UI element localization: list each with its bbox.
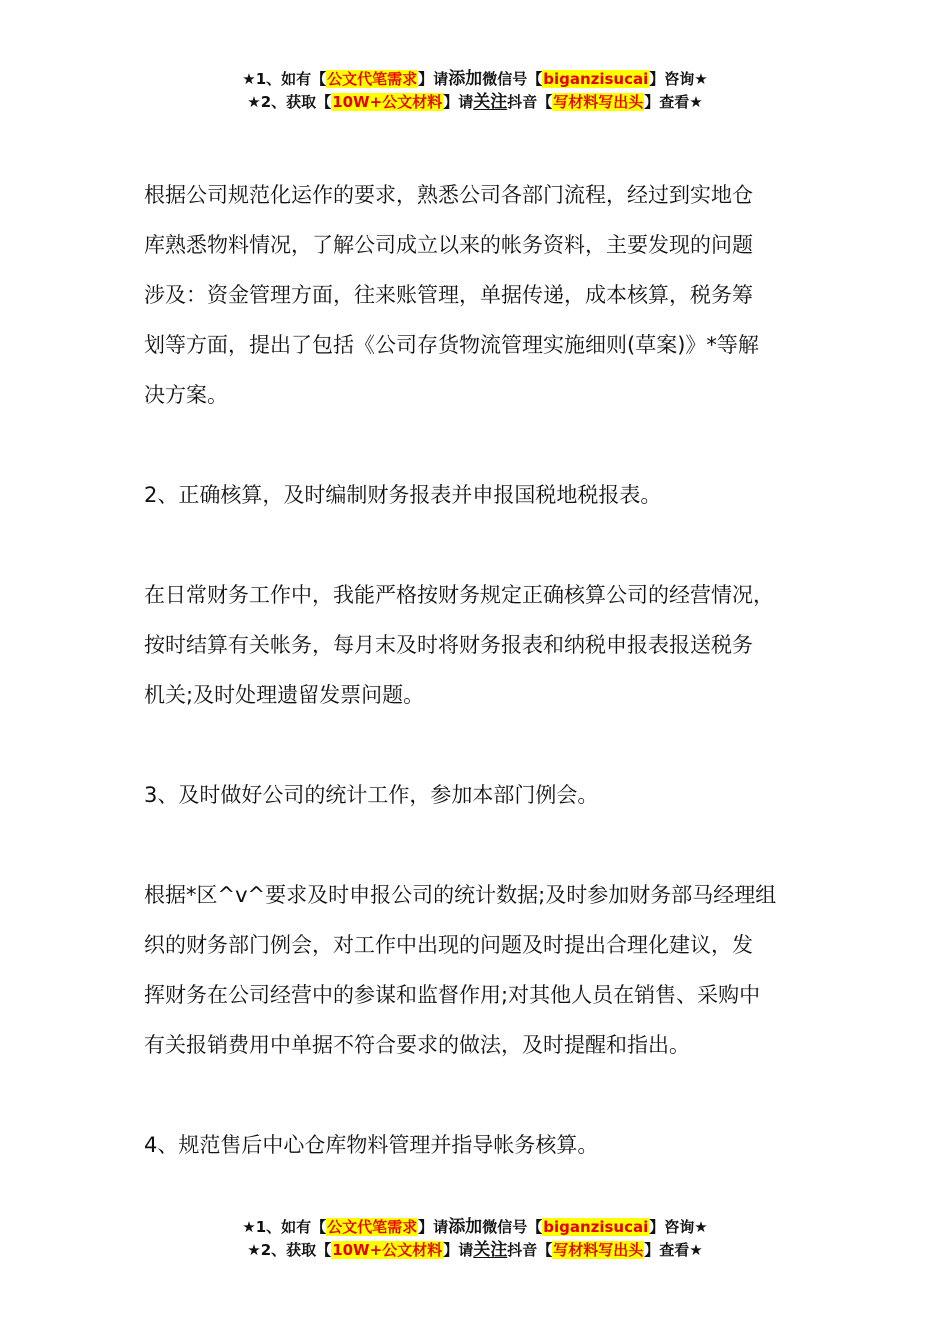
paragraph-line: 根据公司规范化运作的要求，熟悉公司各部门流程，经过到实地仓 bbox=[144, 183, 753, 207]
paragraph-line: 决方案。 bbox=[144, 383, 228, 407]
banner-text: 】请 bbox=[443, 93, 474, 111]
paragraph-gap bbox=[144, 720, 834, 770]
banner-text: 1、如有【 bbox=[255, 70, 327, 88]
highlight-wechat-id: biganzisucai bbox=[543, 70, 649, 88]
paragraph-line: 有关报销费用中单据不符合要求的做法，及时提醒和指出。 bbox=[144, 1033, 690, 1057]
paragraph-gap bbox=[144, 1070, 834, 1120]
star-icon: ★ bbox=[694, 1218, 708, 1236]
document-body bbox=[144, 170, 834, 1170]
banner-emphasis: 添加 bbox=[448, 1217, 483, 1237]
paragraph-gap bbox=[144, 420, 834, 470]
highlight-materials: 10W+公文材料 bbox=[332, 1241, 443, 1259]
star-icon: ★ bbox=[247, 93, 261, 111]
banner-text: 】咨询 bbox=[649, 70, 695, 88]
paragraph-line: 挥财务在公司经营中的参谋和监督作用;对其他人员在销售、采购中 bbox=[144, 983, 761, 1007]
paragraph-gap bbox=[144, 520, 834, 570]
paragraph-line: 根据*区^v^要求及时申报公司的统计数据;及时参加财务部马经理组 bbox=[144, 883, 777, 907]
highlight-douyin: 写材料写出头 bbox=[553, 93, 644, 111]
star-icon: ★ bbox=[689, 93, 703, 111]
paragraph-line: 在日常财务工作中，我能严格按财务规定正确核算公司的经营情况， bbox=[144, 583, 774, 607]
banner-text: 微信号【 bbox=[482, 70, 543, 88]
star-icon: ★ bbox=[247, 1241, 261, 1259]
highlight-service: 公文代笔需求 bbox=[327, 70, 418, 88]
paragraph-line: 库熟悉物料情况，了解公司成立以来的帐务资料，主要发现的问题 bbox=[144, 233, 753, 257]
banner-text: 】请 bbox=[443, 1241, 474, 1259]
banner-emphasis: 关注 bbox=[473, 92, 508, 112]
star-icon: ★ bbox=[242, 70, 256, 88]
highlight-douyin: 写材料写出头 bbox=[553, 1241, 644, 1259]
banner-text: 】查看 bbox=[644, 93, 690, 111]
paragraph-line: 划等方面，提出了包括《公司存货物流管理实施细则(草案)》*等解 bbox=[144, 333, 759, 357]
banner-emphasis: 添加 bbox=[448, 69, 483, 89]
footer-banner bbox=[0, 1216, 950, 1262]
highlight-materials: 10W+公文材料 bbox=[332, 93, 443, 111]
header-banner bbox=[0, 68, 950, 114]
paragraph-line: 机关;及时处理遗留发票问题。 bbox=[144, 683, 425, 707]
highlight-service: 公文代笔需求 bbox=[327, 1218, 418, 1236]
star-icon: ★ bbox=[242, 1218, 256, 1236]
paragraph-line: 织的财务部门例会，对工作中出现的问题及时提出合理化建议，发 bbox=[144, 933, 753, 957]
paragraph-line: 按时结算有关帐务，每月末及时将财务报表和纳税申报表报送税务 bbox=[144, 633, 753, 657]
section-heading-2: 2、正确核算，及时编制财务报表并申报国税地税报表。 bbox=[144, 483, 662, 507]
banner-text: 】查看 bbox=[644, 1241, 690, 1259]
banner-text: 抖音【 bbox=[507, 93, 553, 111]
banner-text: 】请 bbox=[418, 1218, 449, 1236]
paragraph-line: 涉及：资金管理方面，往来账管理，单据传递，成本核算，税务筹 bbox=[144, 283, 753, 307]
banner-line-1 bbox=[0, 1216, 950, 1239]
paragraph-gap bbox=[144, 820, 834, 870]
banner-text: 抖音【 bbox=[507, 1241, 553, 1259]
banner-text: 2、获取【 bbox=[260, 93, 332, 111]
banner-line-2 bbox=[0, 91, 950, 114]
star-icon: ★ bbox=[694, 70, 708, 88]
banner-line-1 bbox=[0, 68, 950, 91]
banner-emphasis: 关注 bbox=[473, 1240, 508, 1260]
section-heading-3: 3、及时做好公司的统计工作，参加本部门例会。 bbox=[144, 783, 599, 807]
banner-text: 】咨询 bbox=[649, 1218, 695, 1236]
banner-text: 2、获取【 bbox=[260, 1241, 332, 1259]
banner-text: 1、如有【 bbox=[255, 1218, 327, 1236]
section-heading-4: 4、规范售后中心仓库物料管理并指导帐务核算。 bbox=[144, 1133, 599, 1157]
banner-line-2 bbox=[0, 1239, 950, 1262]
star-icon: ★ bbox=[689, 1241, 703, 1259]
banner-text: 微信号【 bbox=[482, 1218, 543, 1236]
banner-text: 】请 bbox=[418, 70, 449, 88]
highlight-wechat-id: biganzisucai bbox=[543, 1218, 649, 1236]
